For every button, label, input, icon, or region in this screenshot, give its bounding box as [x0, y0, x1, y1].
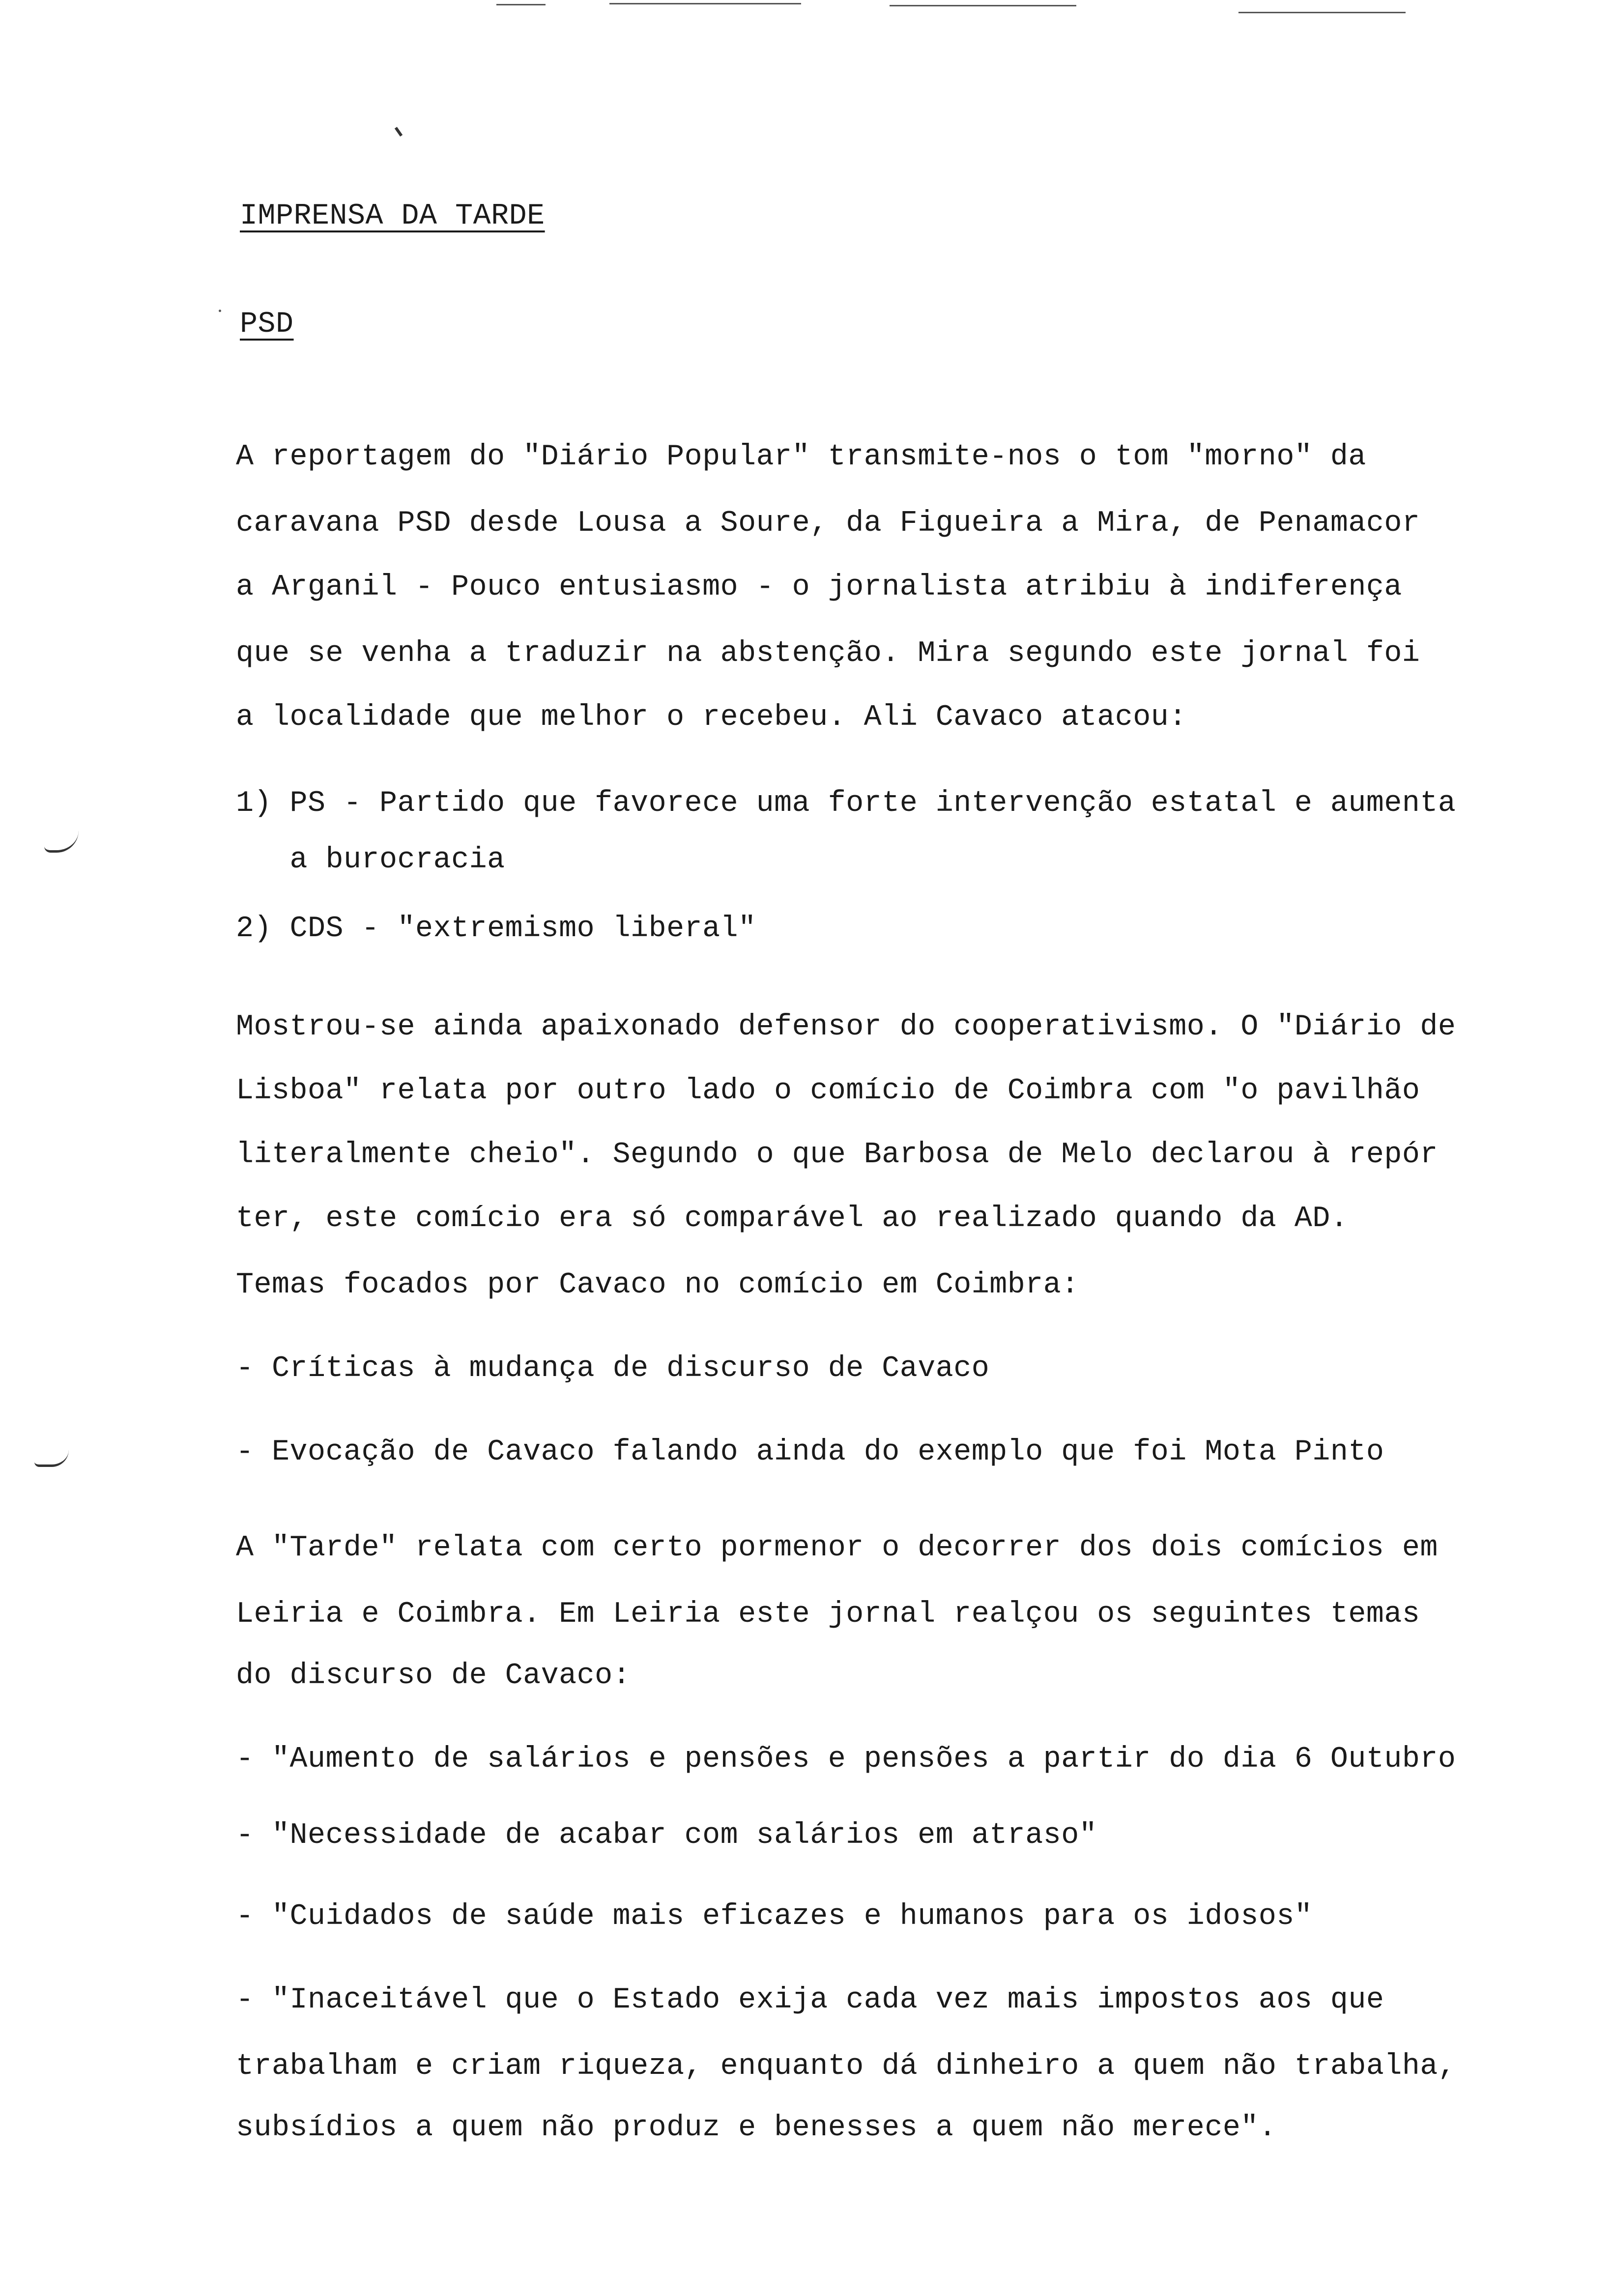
- pen-tick-mark: [395, 127, 403, 137]
- paragraph-line: caravana PSD desde Lousa a Soure, da Figueira a Mira, de Penamacor: [236, 507, 1420, 540]
- list-item: - Evocação de Cavaco falando ainda do exemplo que foi Mota Pinto: [236, 1435, 1384, 1469]
- list-item: a burocracia: [236, 843, 505, 877]
- list-item: - "Necessidade de acabar com salários em atraso": [236, 1819, 1097, 1852]
- paragraph-line: ter, este comício era só comparável ao realizado quando da AD.: [236, 1202, 1349, 1235]
- paragraph-line: A "Tarde" relata com certo pormenor o decorrer dos dois comícios em: [236, 1531, 1438, 1565]
- scan-dot: [219, 310, 221, 312]
- paragraph-line: Lisboa" relata por outro lado o comício de Coimbra com "o pavilhão: [236, 1074, 1420, 1108]
- list-item: - "Inaceitável que o Estado exija cada vez mais impostos aos que: [236, 1983, 1384, 2017]
- scan-mark: [609, 3, 801, 4]
- paragraph-line: A reportagem do "Diário Popular" transmite-nos o tom "morno" da: [236, 440, 1366, 474]
- list-item: subsídios a quem não produz e benesses a quem não merece".: [236, 2111, 1277, 2145]
- paragraph-line: Leiria e Coimbra. Em Leiria este jornal realçou os seguintes temas: [236, 1598, 1420, 1631]
- paragraph-line: que se venha a traduzir na abstenção. Mira segundo este jornal foi: [236, 637, 1420, 670]
- list-item: 2) CDS - "extremismo liberal": [236, 912, 756, 946]
- paragraph-line: a localidade que melhor o recebeu. Ali Cavaco atacou:: [236, 701, 1187, 734]
- list-item: trabalham e criam riqueza, enquanto dá dinheiro a quem não trabalha,: [236, 2050, 1456, 2083]
- margin-pen-mark: [44, 831, 79, 853]
- scan-mark: [496, 4, 546, 5]
- paragraph-line: Mostrou-se ainda apaixonado defensor do cooperativismo. O "Diário de: [236, 1010, 1456, 1044]
- scan-mark: [890, 5, 1076, 6]
- paragraph-line: Temas focados por Cavaco no comício em Coimbra:: [236, 1268, 1079, 1302]
- list-item: - Críticas à mudança de discurso de Cavaco: [236, 1352, 990, 1385]
- section-title: IMPRENSA DA TARDE: [240, 200, 545, 233]
- paragraph-line: do discurso de Cavaco:: [236, 1659, 631, 1693]
- paragraph-line: a Arganil - Pouco entusiasmo - o jornalista atribiu à indiferença: [236, 571, 1402, 604]
- paragraph-line: literalmente cheio". Segundo o que Barbosa de Melo declarou à repór: [236, 1138, 1438, 1172]
- list-item: 1) PS - Partido que favorece uma forte intervenção estatal e aumenta: [236, 787, 1456, 820]
- margin-pen-mark: [34, 1450, 69, 1467]
- scan-mark: [1238, 12, 1406, 13]
- list-item: - "Aumento de salários e pensões e pensões a partir do dia 6 Outubro: [236, 1743, 1456, 1776]
- subsection-title: PSD: [240, 308, 294, 341]
- list-item: - "Cuidados de saúde mais eficazes e humanos para os idosos": [236, 1900, 1313, 1933]
